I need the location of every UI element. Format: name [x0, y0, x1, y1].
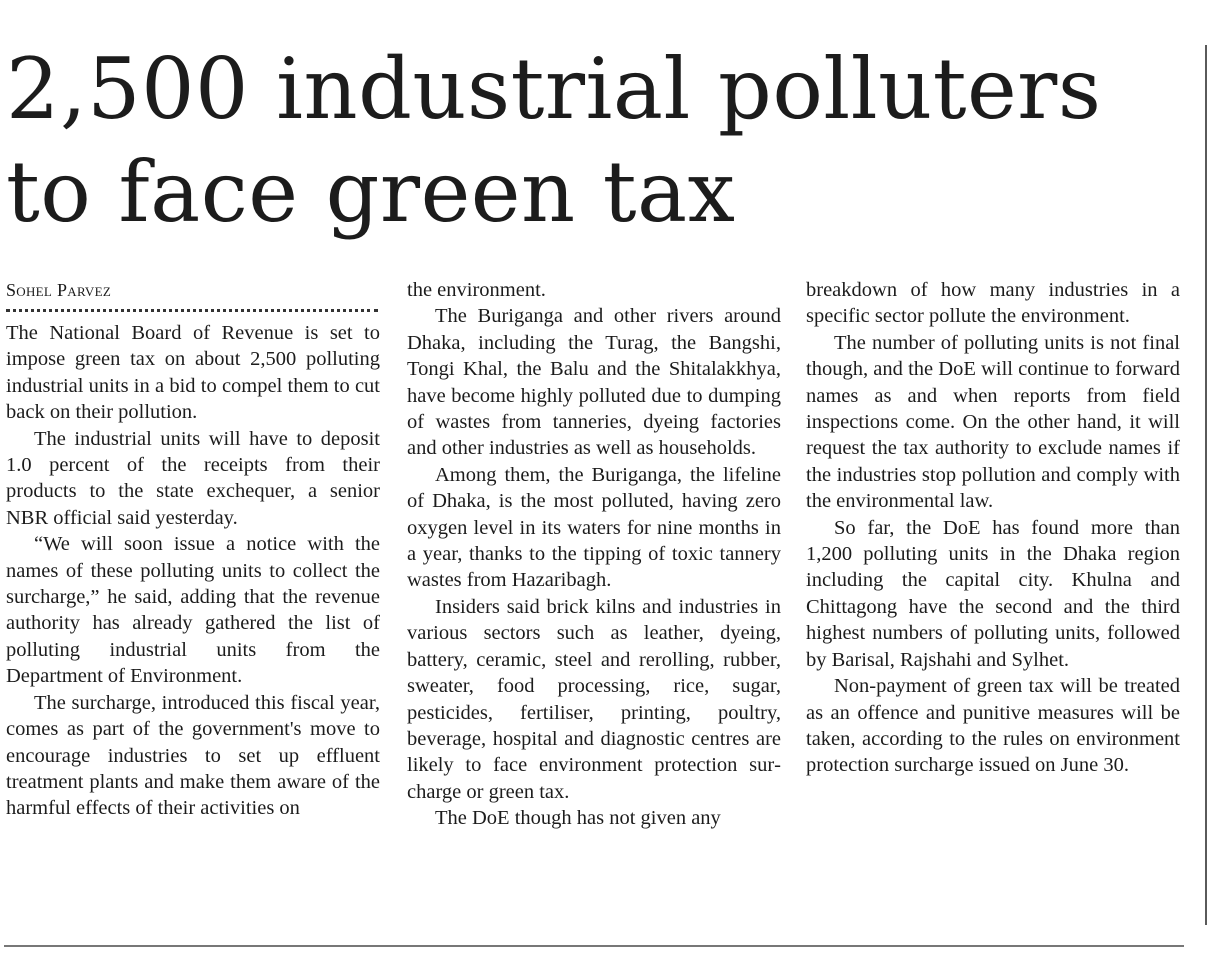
paragraph: “We will soon issue a notice with the names of these polluting units to collect the surcharge,” he said, adding that the revenue authority has already gathered the list of polluting industrial units from the Department of Environment. — [6, 533, 380, 688]
paragraph: The Buriganga and other rivers around Dhaka, including the Turag, the Bangshi, Tongi Khal, the Balu and the Shitalakkhya, have become highly polluted due to dumping of wastes from tanneries, dyeing factories and other industries as well as households. — [407, 305, 781, 460]
paragraph: The surcharge, introduced this fiscal year, comes as part of the government's move to encourage industries to set up effluent treatment plants and make them aware of the harmful effects of their activities on — [6, 691, 380, 820]
article-column-2 — [407, 277, 781, 832]
paragraph: The industrial units will have to deposit 1.0 percent of the receipts from their products to the state exchequer, a senior NBR official said yesterday. — [6, 427, 380, 529]
paragraph: Insiders said brick kilns and industries in various sectors such as leather, dyeing, battery, ceramic, steel and rerolling, rubber, sweater, food processing, rice, sugar, pesticides, fertiliser, printing, poultry, beverage, hospital and diagnostic centres are likely to face environment protection surcharge or green tax. — [407, 595, 781, 803]
dotted-divider — [6, 309, 378, 312]
column-rule — [1205, 45, 1207, 925]
paragraph: The number of polluting units is not final though, and the DoE will continue to forward names as and when reports from field inspections come. On the other hand, it will request the tax authority to exclude names if the industries stop pollution and comply with the environmental law. — [806, 331, 1180, 513]
headline-line-2: to face green tax — [6, 143, 736, 241]
paragraph-continued: the environment. — [407, 279, 546, 301]
byline: Sohel Parvez — [6, 280, 112, 300]
paragraph: Non-payment of green tax will be treated as an offence and punitive measures will be taken, according to the rules on environment protection surcharge issued on June 30. — [806, 675, 1180, 777]
paragraph: Among them, the Buriganga, the lifeline of Dhaka, is the most polluted, having zero oxygen level in its waters for nine months in a year, thanks to the tipping of toxic tannery wastes from Hazaribagh. — [407, 463, 781, 592]
headline-line-1: 2,500 industrial polluters — [6, 40, 1102, 138]
paragraph-continued: breakdown of how many industries in a specific sector pollute the environment. — [806, 279, 1180, 328]
bottom-rule — [4, 945, 1184, 947]
article-column-3 — [806, 277, 1180, 779]
paragraph: The DoE though has not given any — [435, 807, 721, 830]
headline — [6, 38, 1191, 244]
paragraph: So far, the DoE has found more than 1,200 polluting units in the Dhaka region including the capital city. Khulna and Chittagong have the second and the third highest numbers of polluting units, followed by Barisal, Rajshahi and Sylhet. — [806, 516, 1180, 671]
article-column-1 — [6, 277, 380, 822]
paragraph: The National Board of Revenue is set to impose green tax on about 2,500 polluting industrial units in a bid to compel them to cut back on their pollution. — [6, 322, 380, 424]
